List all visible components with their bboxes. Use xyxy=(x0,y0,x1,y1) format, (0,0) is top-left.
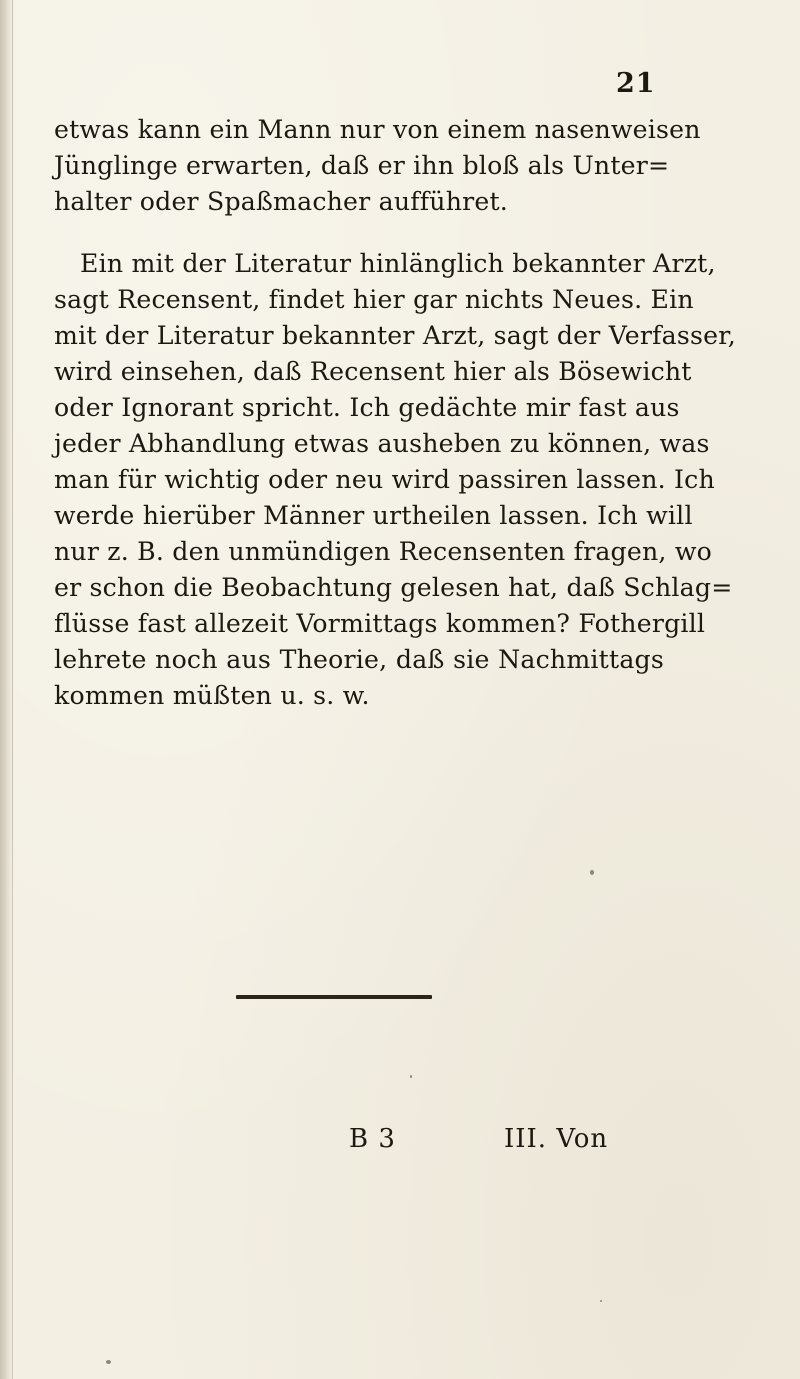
paper-speck xyxy=(410,1075,412,1078)
text-line: lehrete noch aus Theorie, daß sie Nachmittags xyxy=(54,645,664,674)
text-line: man für wichtig oder neu wird passiren lassen. Ich xyxy=(54,465,715,494)
body-text xyxy=(54,112,736,714)
text-line: flüsse fast allezeit Vormittags kommen? Fothergill xyxy=(54,609,706,638)
section-divider-rule xyxy=(236,995,432,999)
text-line: er schon die Beobachtung gelesen hat, daß Schlag= xyxy=(54,573,733,602)
text-line: etwas kann ein Mann nur von einem nasenweisen xyxy=(54,115,701,144)
text-line: Jünglinge erwarten, daß er ihn bloß als Unter= xyxy=(54,151,670,180)
signature-mark: B 3 xyxy=(349,1124,396,1154)
paragraph-gap xyxy=(54,220,664,246)
catchword: III. Von xyxy=(504,1124,609,1154)
page-number: 21 xyxy=(616,68,656,99)
text-line: wird einsehen, daß Recensent hier als Bösewicht xyxy=(54,357,692,386)
text-line: jeder Abhandlung etwas ausheben zu können, was xyxy=(54,429,710,458)
paper-speck xyxy=(106,1360,111,1364)
text-line: nur z. B. den unmündigen Recensenten fragen, wo xyxy=(54,537,712,566)
text-line: halter oder Spaßmacher aufführet. xyxy=(54,187,509,216)
paper-speck xyxy=(600,1300,602,1302)
paper-speck xyxy=(590,870,594,875)
text-line: mit der Literatur bekannter Arzt, sagt der Verfasser, xyxy=(54,321,736,350)
page-fold-line xyxy=(12,0,13,1379)
text-line: werde hierüber Männer urtheilen lassen. Ich will xyxy=(54,501,693,530)
text-line: kommen müßten u. s. w. xyxy=(54,681,370,710)
text-line: sagt Recensent, findet hier gar nichts Neues. Ein xyxy=(54,285,694,314)
text-line: oder Ignorant spricht. Ich gedächte mir fast aus xyxy=(54,393,680,422)
text-line: Ein mit der Literatur hinlänglich bekannter Arzt, xyxy=(80,249,716,278)
